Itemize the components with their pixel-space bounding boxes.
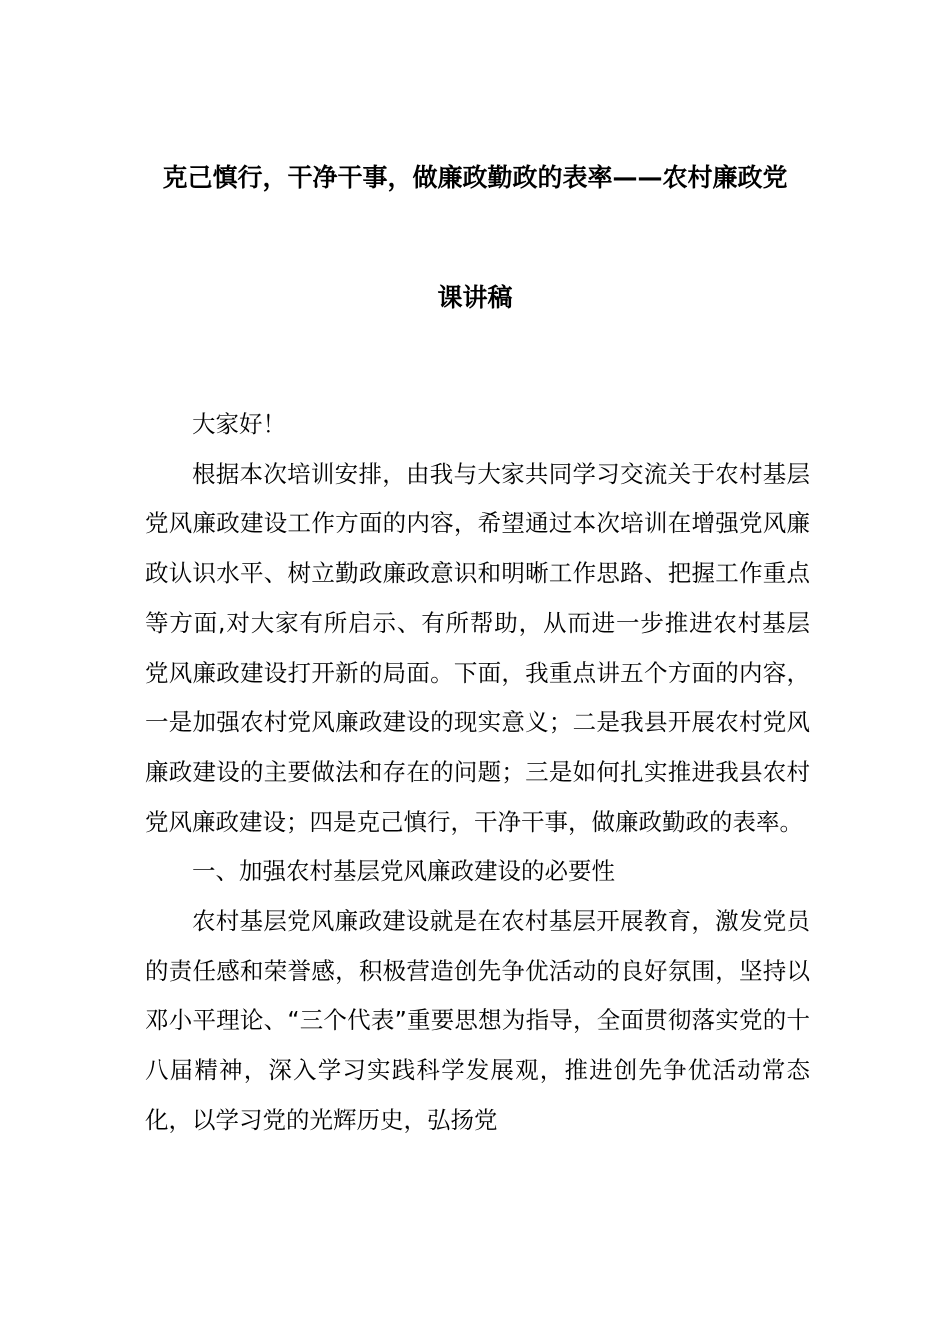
document-title-line-1: 克己慎行，干净干事，做廉政勤政的表率——农村廉政党 (162, 163, 788, 192)
document-body (145, 400, 810, 1146)
document-title-line-2: 课讲稿 (437, 283, 513, 312)
body-paragraph: 农村基层党风廉政建设就是在农村基层开展教育，激发党员的责任感和荣誉感，积极营造创先争优活动的良好氛围，坚持以邓小平理论、“三个代表”重要思想为指导，全面贯彻落实党的十八届精神，深入学习实践科学发展观，推进创先争优活动常态化，以学习党的光辉历史，弘扬党 (145, 907, 810, 1134)
greeting-paragraph: 大家好！ (192, 410, 286, 438)
section-heading: 一、加强农村基层党风廉政建设的必要性 (192, 857, 615, 886)
intro-paragraph: 根据本次培训安排，由我与大家共同学习交流关于农村基层党风廉政建设工作方面的内容，希望通过本次培训在增强党风廉政认识水平、树立勤政廉政意识和明晰工作思路、把握工作重点等方面,对大家有所启示、有所帮助，从而进一步推进农村基层党风廉政建设打开新的局面。下面，我重点讲五个方面的内容，一是加强农村党风廉政建设的现实意义；二是我县开展农村党风廉政建设的主要做法和存在的问题；三是如何扎实推进我县农村党风廉政建设；四是克己慎行，干净干事，做廉政勤政的表率。 (145, 459, 810, 836)
